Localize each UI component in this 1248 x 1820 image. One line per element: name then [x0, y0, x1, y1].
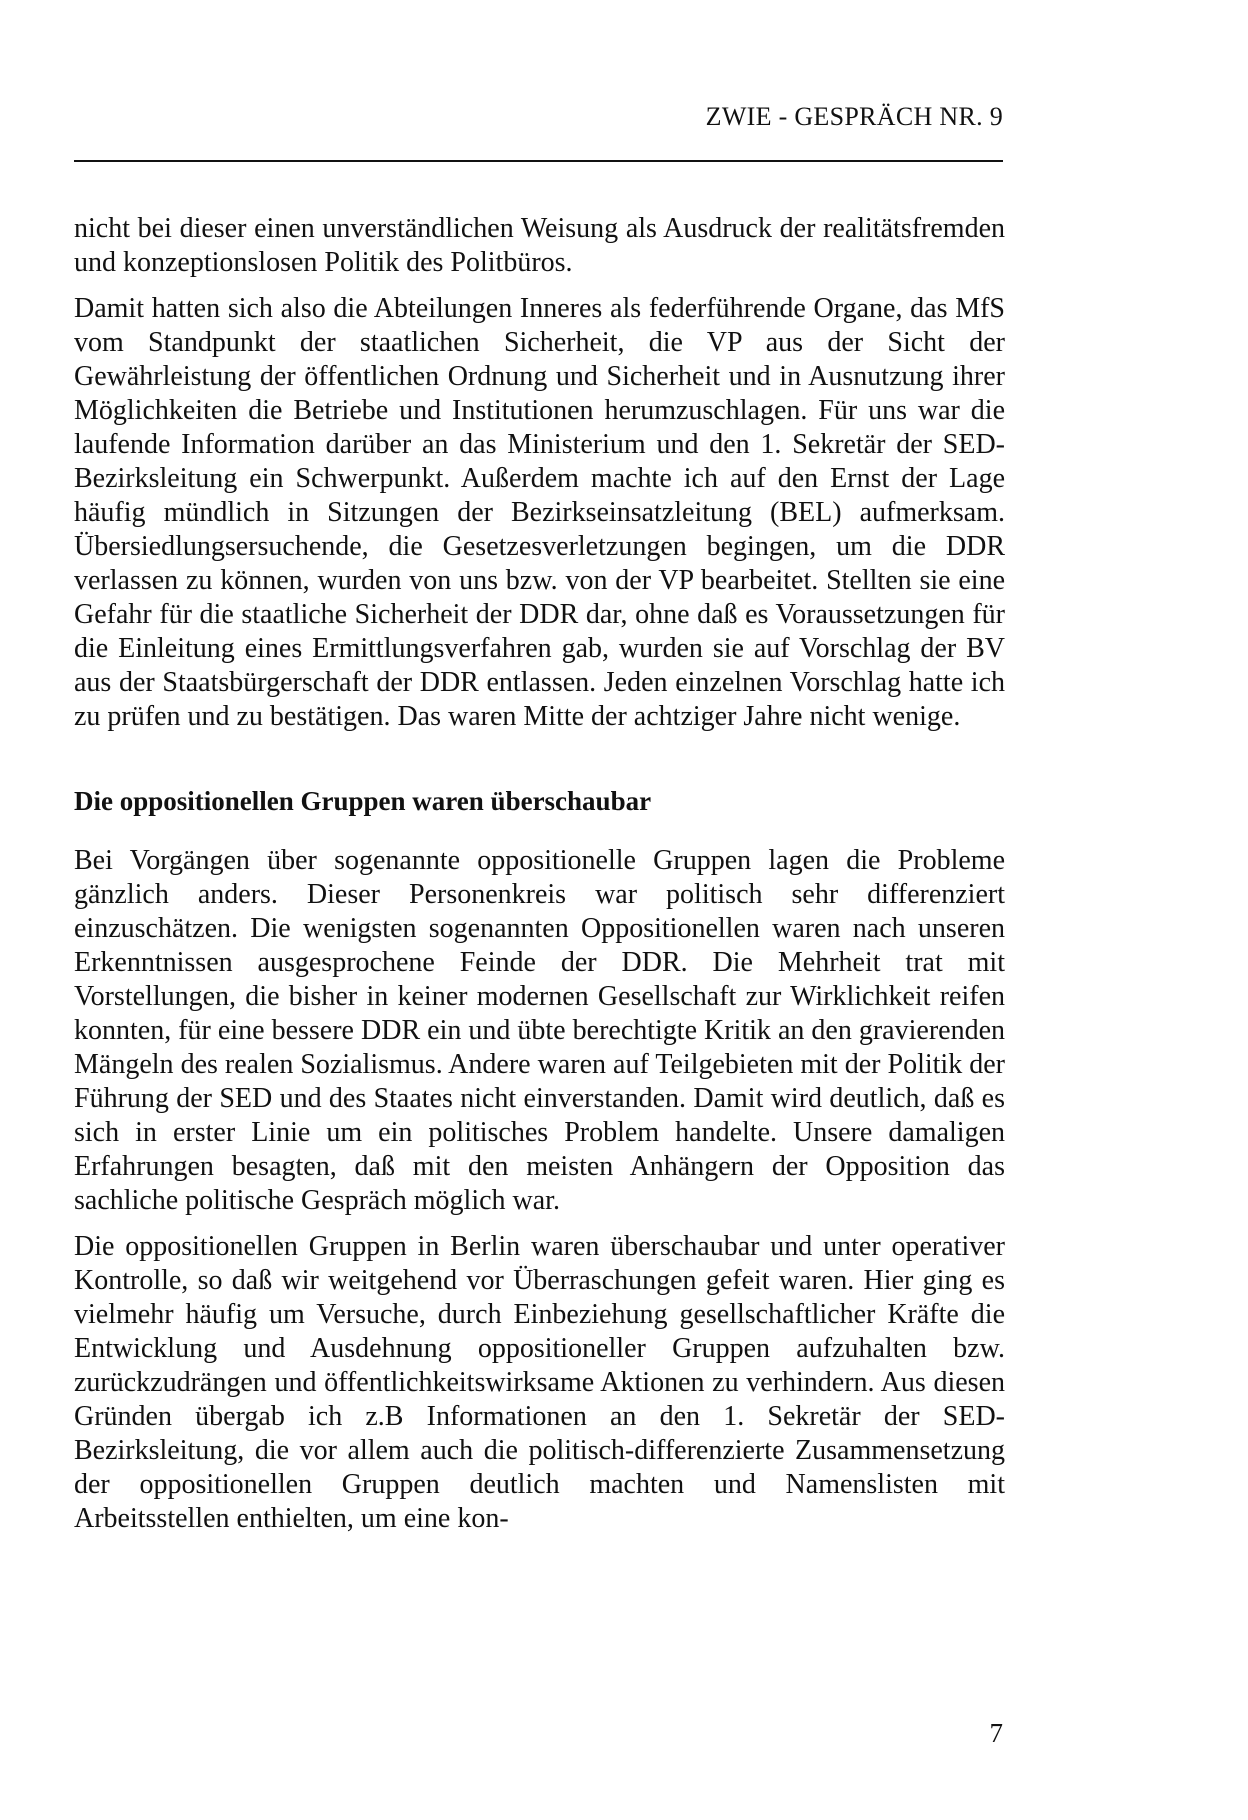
- paragraph-2: Damit hatten sich also die Abteilungen Inneres als federführende Organe, das MfS vom Standpunkt der staatlichen Sicherheit, die VP aus der Sicht der Gewährleistung der öffentlichen Ordnung und Sicherheit und in Ausnutzung ihrer Möglichkeiten die Betriebe und Institutionen herumzuschlagen. Für uns war die laufende Information darüber an das Ministerium und den 1. Sekretär der SED-Bezirksleitung ein Schwerpunkt. Außerdem machte ich auf den Ernst der Lage häufig mündlich in Sitzungen der Bezirkseinsatzleitung (BEL) aufmerksam. Übersiedlungsersuchende, die Gesetzesverletzungen begingen, um die DDR verlassen zu können, wurden von uns bzw. von der VP bearbeitet. Stellten sie eine Gefahr für die staatliche Sicherheit der DDR dar, ohne daß es Voraussetzungen für die Einleitung eines Ermittlungsverfahren gab, wurden sie auf Vorschlag der BV aus der Staatsbürgerschaft der DDR entlassen. Jeden einzelnen Vorschlag hatte ich zu prüfen und zu bestätigen. Das waren Mitte der achtziger Jahre nicht wenige.: [74, 293, 1005, 732]
- paragraph-1: nicht bei dieser einen unverständlichen Weisung als Ausdruck der realitätsfremden und konzeptionslosen Politik des Politbüros.: [74, 213, 1005, 278]
- body-text: [74, 212, 1005, 1536]
- paragraph-3: Bei Vorgängen über sogenannte oppositionelle Gruppen lagen die Probleme gänzlich anders. Dieser Personenkreis war politisch sehr differenziert einzuschätzen. Die wenigsten sogenannten Oppositionellen waren nach unseren Erkenntnissen ausgesprochene Feinde der DDR. Die Mehrheit trat mit Vorstellungen, die bisher in keiner modernen Gesellschaft zur Wirklichkeit reifen konnten, für eine bessere DDR ein und übte berechtigte Kritik an den gravierenden Mängeln des realen Sozialismus. Andere waren auf Teilgebieten mit der Politik der Führung der SED und des Staates nicht einverstanden. Damit wird deutlich, daß es sich in erster Linie um ein politisches Problem handelte. Unsere damaligen Erfahrungen besagten, daß mit den meisten Anhängern der Opposition das sachliche politische Gespräch möglich war.: [74, 845, 1005, 1216]
- header-rule: [74, 160, 1003, 162]
- running-header: ZWIE - GESPRÄCH NR. 9: [705, 102, 1003, 131]
- page-number: 7: [989, 1718, 1003, 1748]
- paragraph-4: Die oppositionellen Gruppen in Berlin waren überschaubar und unter operativer Kontrolle, so daß wir weitgehend vor Überraschungen gefeit waren. Hier ging es vielmehr häufig um Versuche, durch Einbeziehung gesellschaftlicher Kräfte die Entwicklung und Ausdehnung oppositioneller Gruppen aufzuhalten bzw. zurückzudrängen und öffentlichkeitswirksame Aktionen zu verhindern. Aus diesen Gründen übergab ich z.B Informationen an den 1. Sekretär der SED-Bezirksleitung, die vor allem auch die politisch-differenzierte Zusammensetzung der oppositionellen Gruppen deutlich machten und Namenslisten mit Arbeitsstellen enthielten, um eine kon-: [74, 1231, 1005, 1534]
- section-heading: Die oppositionellen Gruppen waren überschaubar: [74, 786, 652, 816]
